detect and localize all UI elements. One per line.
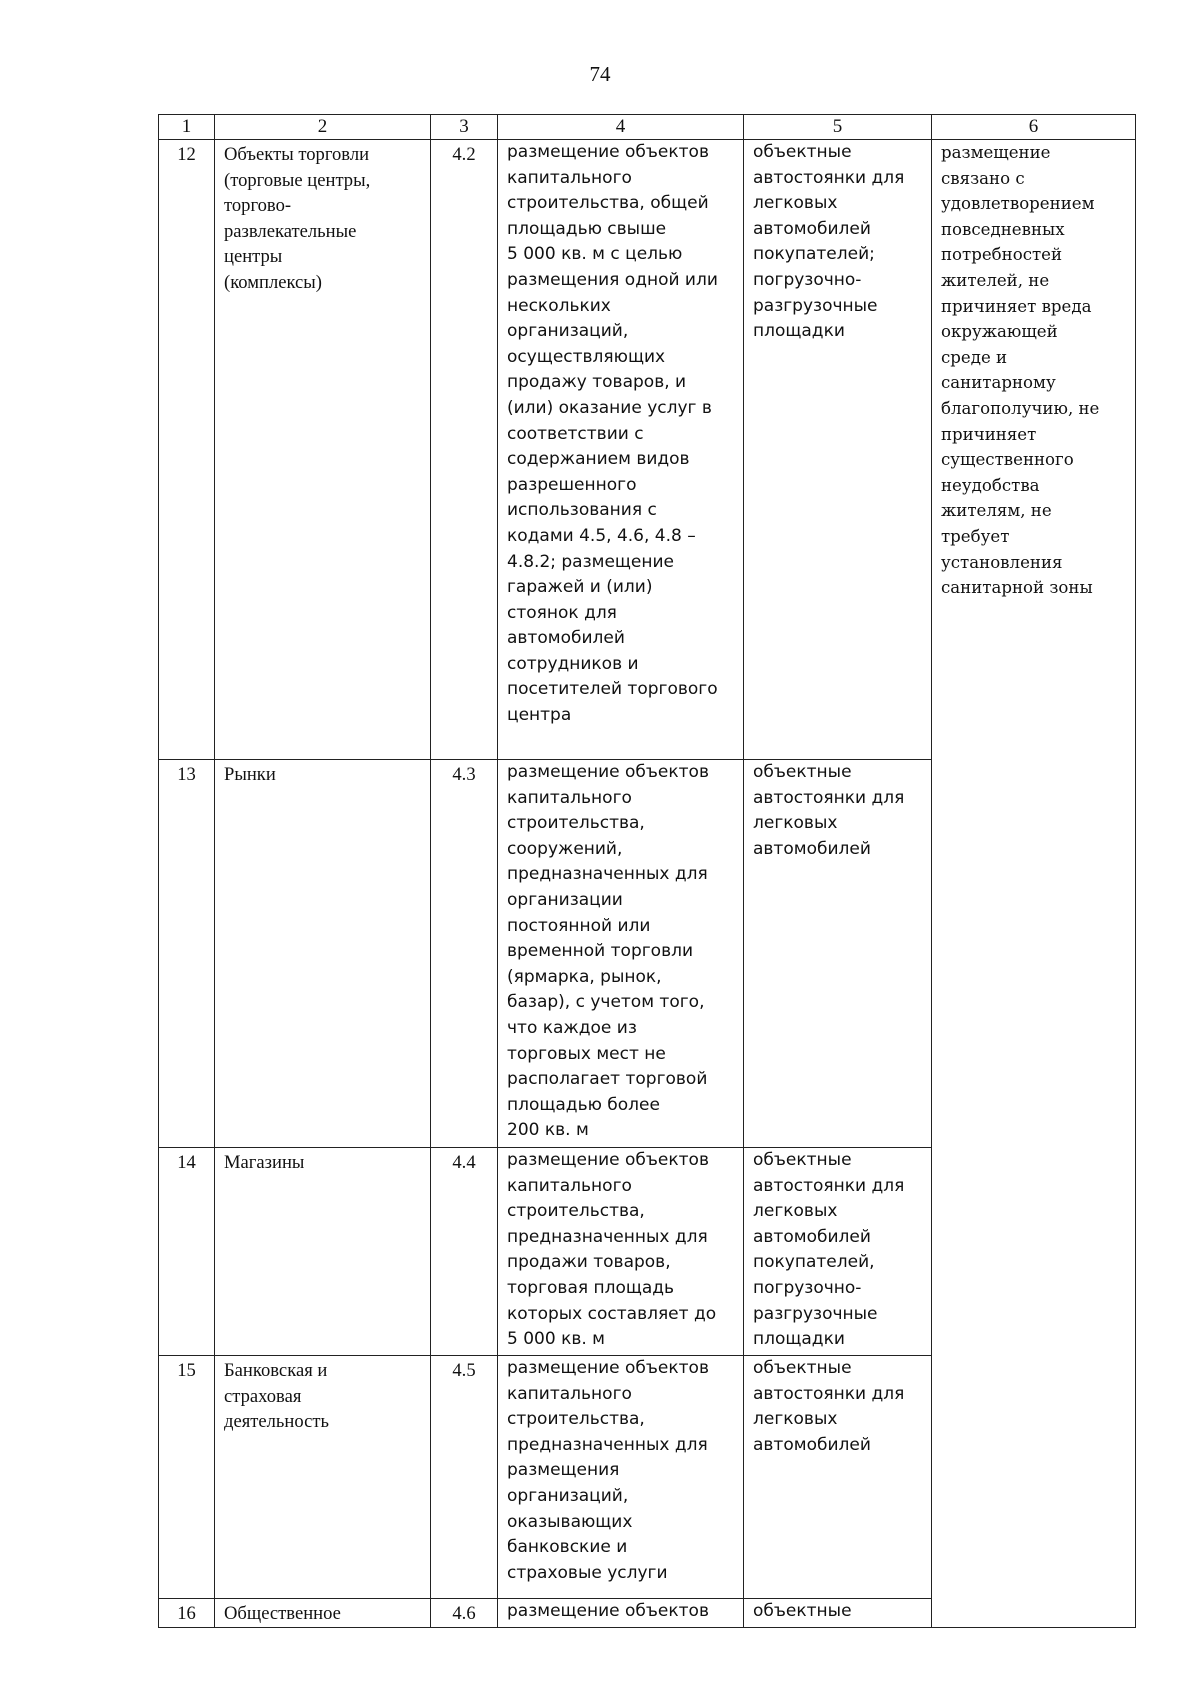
use-type-name: Объекты торговли (торговые центры, торгово- развлекательные центры (комплексы)	[215, 140, 431, 760]
use-type-name: Магазины	[215, 1148, 431, 1356]
auxiliary-uses: объектные автостоянки для легковых автомобилей покупателей; погрузочно- разгрузочные площадки	[744, 140, 932, 760]
row-number: 13	[159, 760, 215, 1148]
use-type-code: 4.6	[431, 1599, 498, 1628]
use-type-description: размещение объектов	[498, 1599, 744, 1628]
use-type-code: 4.2	[431, 140, 498, 760]
column-number-5: 5	[744, 115, 932, 140]
use-type-code: 4.5	[431, 1356, 498, 1599]
auxiliary-uses: объектные автостоянки для легковых автомобилей	[744, 760, 932, 1148]
placement-conditions: размещение связано с удовлетворением повседневных потребностей жителей, не причиняет вреда окружающей среде и санитарному благополучию, не причиняет существенного неудобства жителям, не требует установления санитарной зоны	[932, 140, 1136, 1628]
auxiliary-uses: объектные	[744, 1599, 932, 1628]
use-type-code: 4.4	[431, 1148, 498, 1356]
use-type-name: Банковская и страховая деятельность	[215, 1356, 431, 1599]
row-number: 16	[159, 1599, 215, 1628]
row-number: 12	[159, 140, 215, 760]
land-use-table	[158, 114, 1136, 1628]
use-type-description: размещение объектов капитального строительства, предназначенных для продажи товаров, торговая площадь которых составляет до 5 000 кв. м	[498, 1148, 744, 1356]
use-type-name: Рынки	[215, 760, 431, 1148]
use-type-description: размещение объектов капитального строительства, предназначенных для размещения организаций, оказывающих банковские и страховые услуги	[498, 1356, 744, 1599]
use-type-name: Общественное	[215, 1599, 431, 1628]
column-number-4: 4	[498, 115, 744, 140]
column-number-2: 2	[215, 115, 431, 140]
table-header-row	[159, 115, 1136, 140]
auxiliary-uses: объектные автостоянки для легковых автомобилей покупателей, погрузочно- разгрузочные площадки	[744, 1148, 932, 1356]
column-number-6: 6	[932, 115, 1136, 140]
table-row	[159, 140, 1136, 760]
row-number: 15	[159, 1356, 215, 1599]
use-type-code: 4.3	[431, 760, 498, 1148]
column-number-1: 1	[159, 115, 215, 140]
row-number: 14	[159, 1148, 215, 1356]
page-number: 74	[589, 62, 611, 86]
use-type-description: размещение объектов капитального строительства, общей площадью свыше 5 000 кв. м с целью размещения одной или нескольких организаций, осуществляющих продажу товаров, и (или) оказание услуг в соответствии с содержанием видов разрешенного использования с кодами 4.5, 4.6, 4.8 – 4.8.2; размещение гаражей и (или) стоянок для автомобилей сотрудников и посетителей торгового центра	[498, 140, 744, 760]
column-number-3: 3	[431, 115, 498, 140]
use-type-description: размещение объектов капитального строительства, сооружений, предназначенных для организации постоянной или временной торговли (ярмарка, рынок, базар), с учетом того, что каждое из торговых мест не располагает торговой площадью более 200 кв. м	[498, 760, 744, 1148]
auxiliary-uses: объектные автостоянки для легковых автомобилей	[744, 1356, 932, 1599]
